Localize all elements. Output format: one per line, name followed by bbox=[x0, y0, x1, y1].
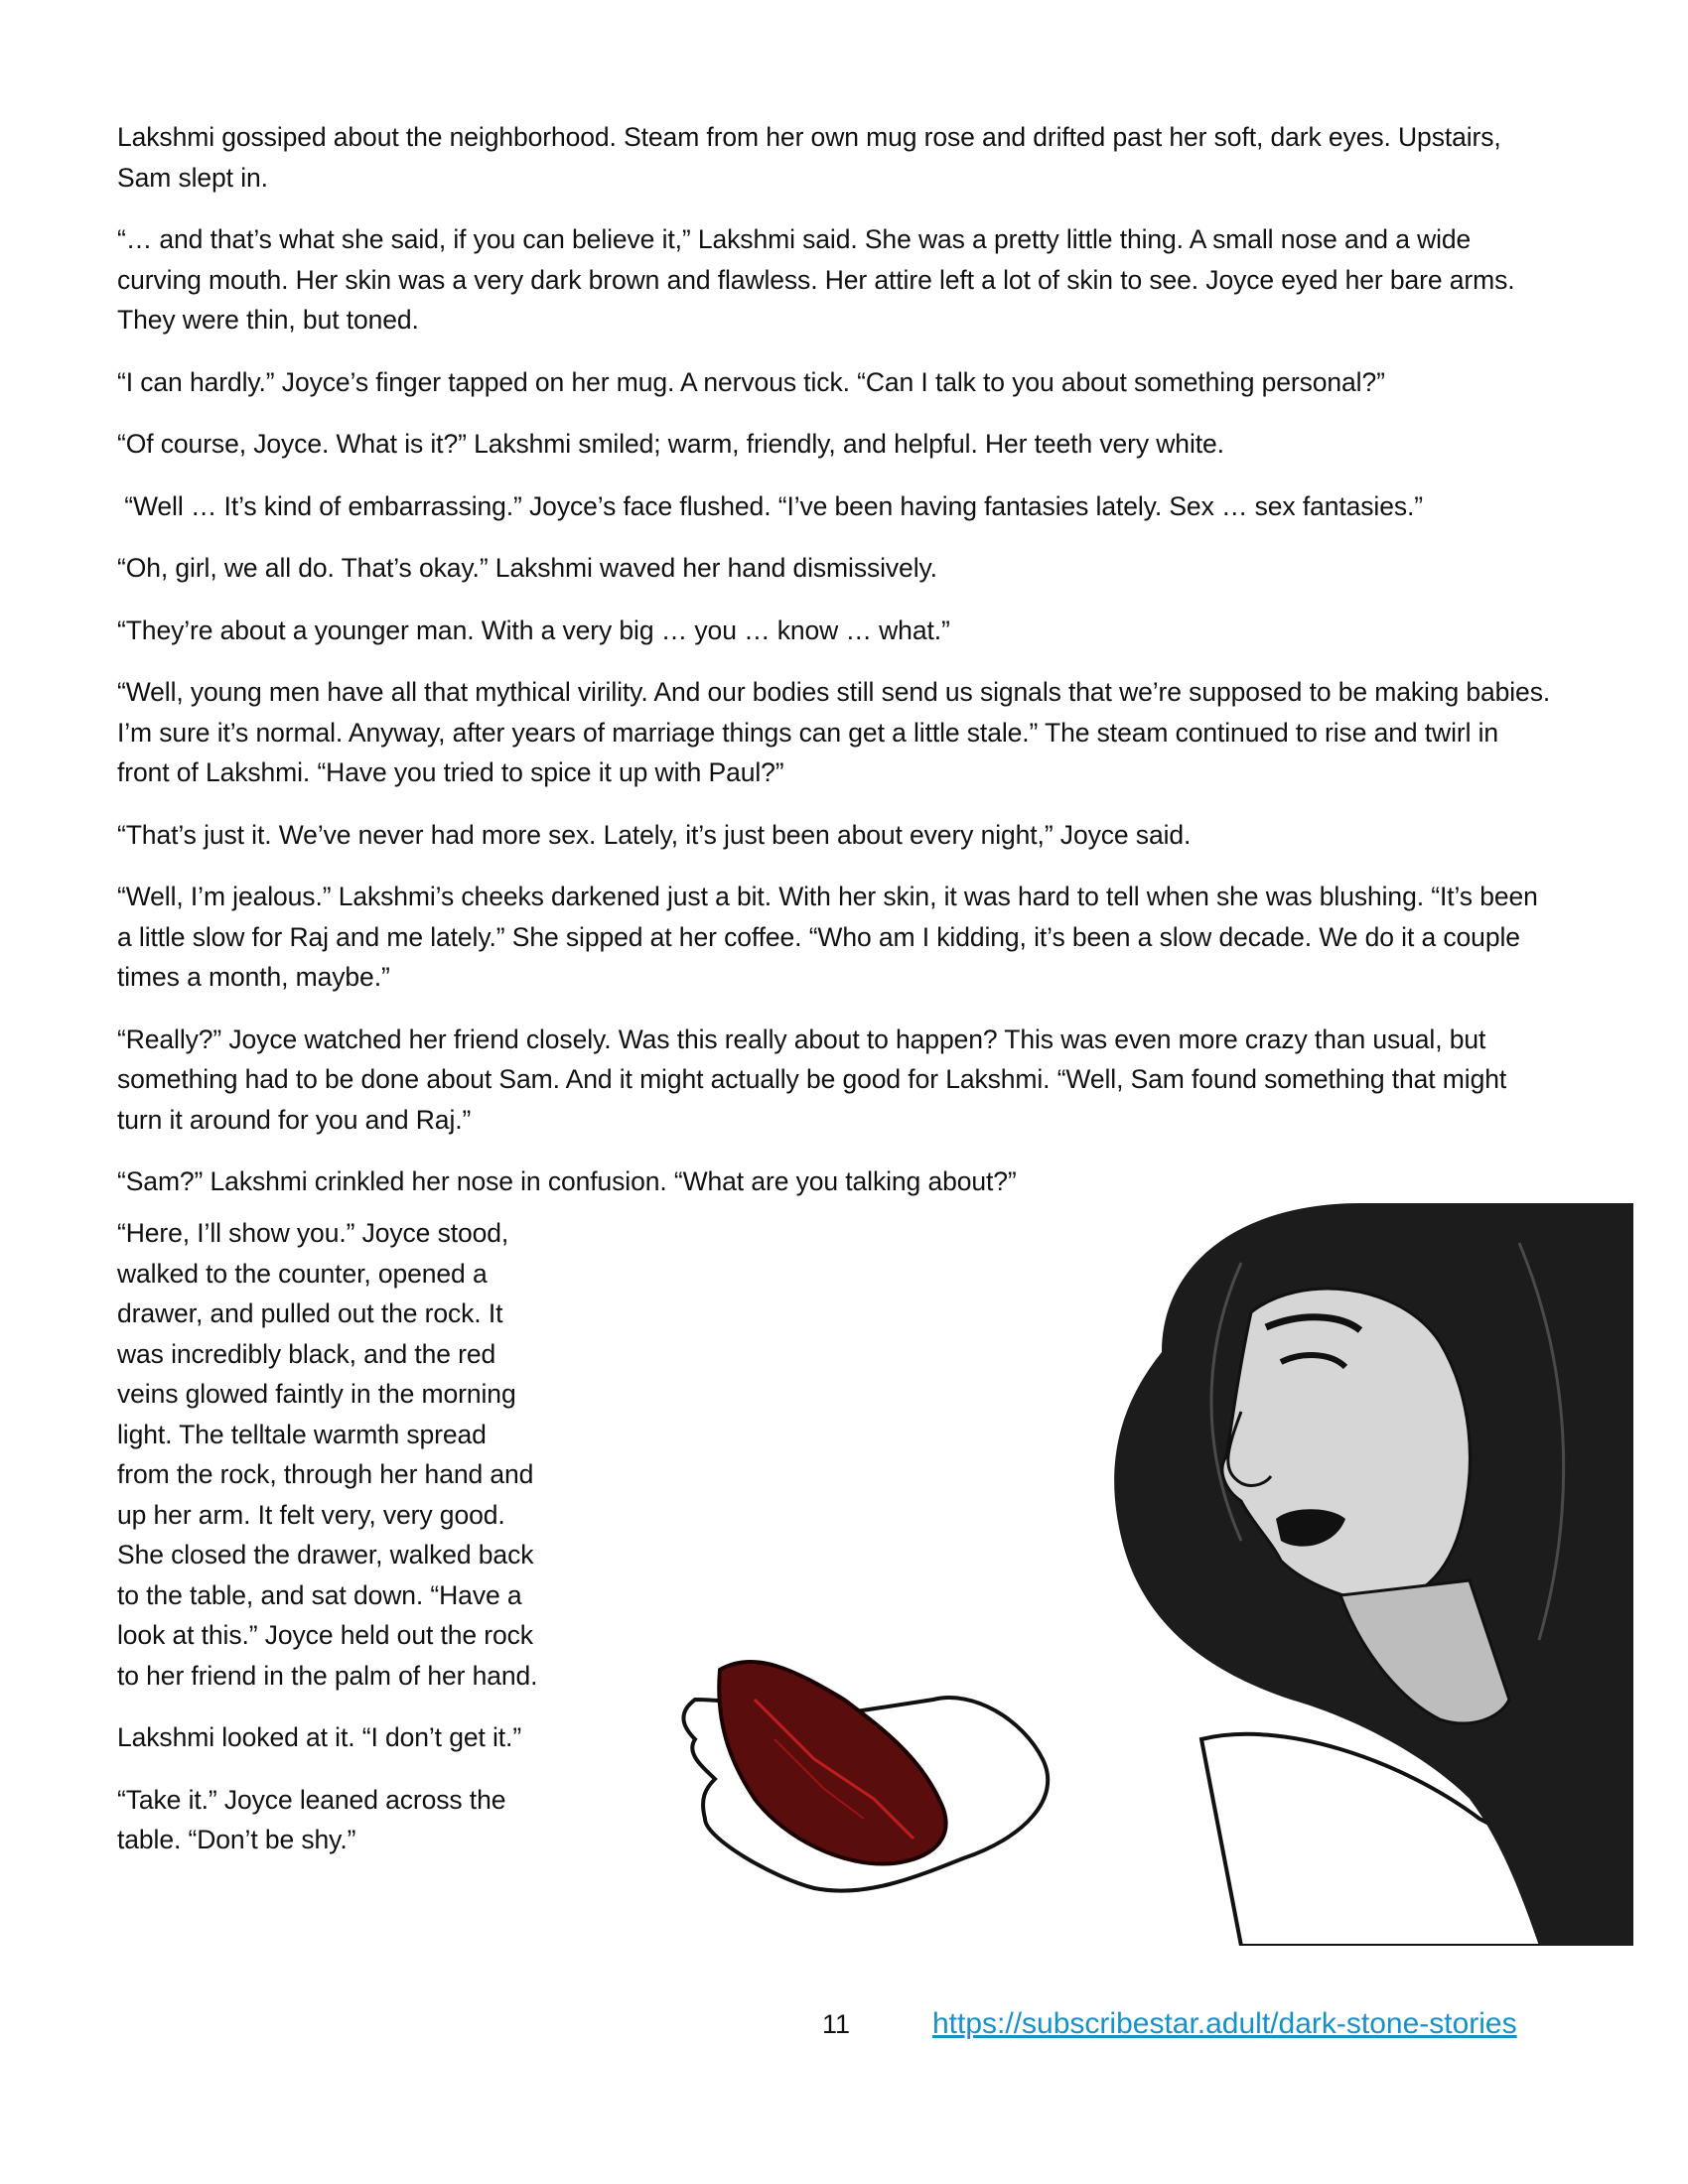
paragraph: “I can hardly.” Joyce’s finger tapped on her mug. A nervous tick. “Can I talk to you about something personal?” bbox=[117, 366, 1385, 397]
wrapped-text-column bbox=[117, 1213, 544, 1882]
main-text-column bbox=[117, 117, 1557, 1224]
paragraph: “Sam?” Lakshmi crinkled her nose in confusion. “What are you talking about?” bbox=[117, 1166, 1017, 1196]
paragraph: Lakshmi gossiped about the neighborhood. Steam from her own mug rose and drifted past her soft, dark eyes. Upstairs, Sam slept in. bbox=[117, 122, 1501, 193]
paragraph: “That’s just it. We’ve never had more sex. Lately, it’s just been about every night,” Joyce said. bbox=[117, 819, 1192, 850]
paragraph: “Here, I’ll show you.” Joyce stood, walked to the counter, opened a drawer, and pulled out the rock. It was incredibly black, and the red veins glowed faintly in the morning light. The telltale warmth spread from the rock, through her hand and up her arm. It felt very, very good. She closed the drawer, walked back to the table, and sat down. “Have a look at this.” Joyce held out the rock to her friend in the palm of her hand. bbox=[117, 1218, 538, 1691]
paragraph: “Well … It’s kind of embarrassing.” Joyce’s face flushed. “I’ve been having fantasies lately. Sex … sex fantasies.” bbox=[117, 490, 1423, 521]
paragraph: Lakshmi looked at it. “I don’t get it.” bbox=[117, 1722, 522, 1752]
paragraph: “Well, young men have all that mythical virility. And our bodies still send us signals that we’re supposed to be making babies. I’m sure it’s normal. Anyway, after years of marriage things can get a little stale.” The steam continued to rise and twirl in front of Lakshmi. “Have you tried to spice it up with Paul?” bbox=[117, 677, 1551, 787]
paragraph: “Really?” Joyce watched her friend closely. Was this really about to happen? This was even more crazy than usual, but something had to be done about Sam. And it might actually be good for Lakshmi. “Well, Sam found something that might turn it around for you and Raj.” bbox=[117, 1024, 1507, 1135]
subscribestar-link[interactable]: https://subscribestar.adult/dark-stone-stories bbox=[932, 2007, 1517, 2040]
paragraph: “They’re about a younger man. With a very big … you … know … what.” bbox=[117, 614, 950, 645]
paragraph: “Well, I’m jealous.” Lakshmi’s cheeks darkened just a bit. With her skin, it was hard to tell when she was blushing. “It’s been a little slow for Raj and me lately.” She sipped at her coffee. “Who am I kidding, it’s been a slow decade. We do it a couple times a month, maybe.” bbox=[117, 882, 1538, 992]
paragraph: “Oh, girl, we all do. That’s okay.” Lakshmi waved her hand dismissively. bbox=[117, 553, 937, 583]
paragraph: “Of course, Joyce. What is it?” Lakshmi smiled; warm, friendly, and helpful. Her teeth very white. bbox=[117, 429, 1224, 459]
woman-with-stone-illustration bbox=[645, 1203, 1633, 1946]
paragraph: “… and that’s what she said, if you can believe it,” Lakshmi said. She was a pretty little thing. A small nose and a wide curving mouth. Her skin was a very dark brown and flawless. Her attire left a lot of skin to see. Joyce eyed her bare arms. They were thin, but toned. bbox=[117, 224, 1515, 335]
paragraph: “Take it.” Joyce leaned across the table. “Don’t be shy.” bbox=[117, 1784, 506, 1854]
page-number: 11 bbox=[822, 2009, 851, 2039]
